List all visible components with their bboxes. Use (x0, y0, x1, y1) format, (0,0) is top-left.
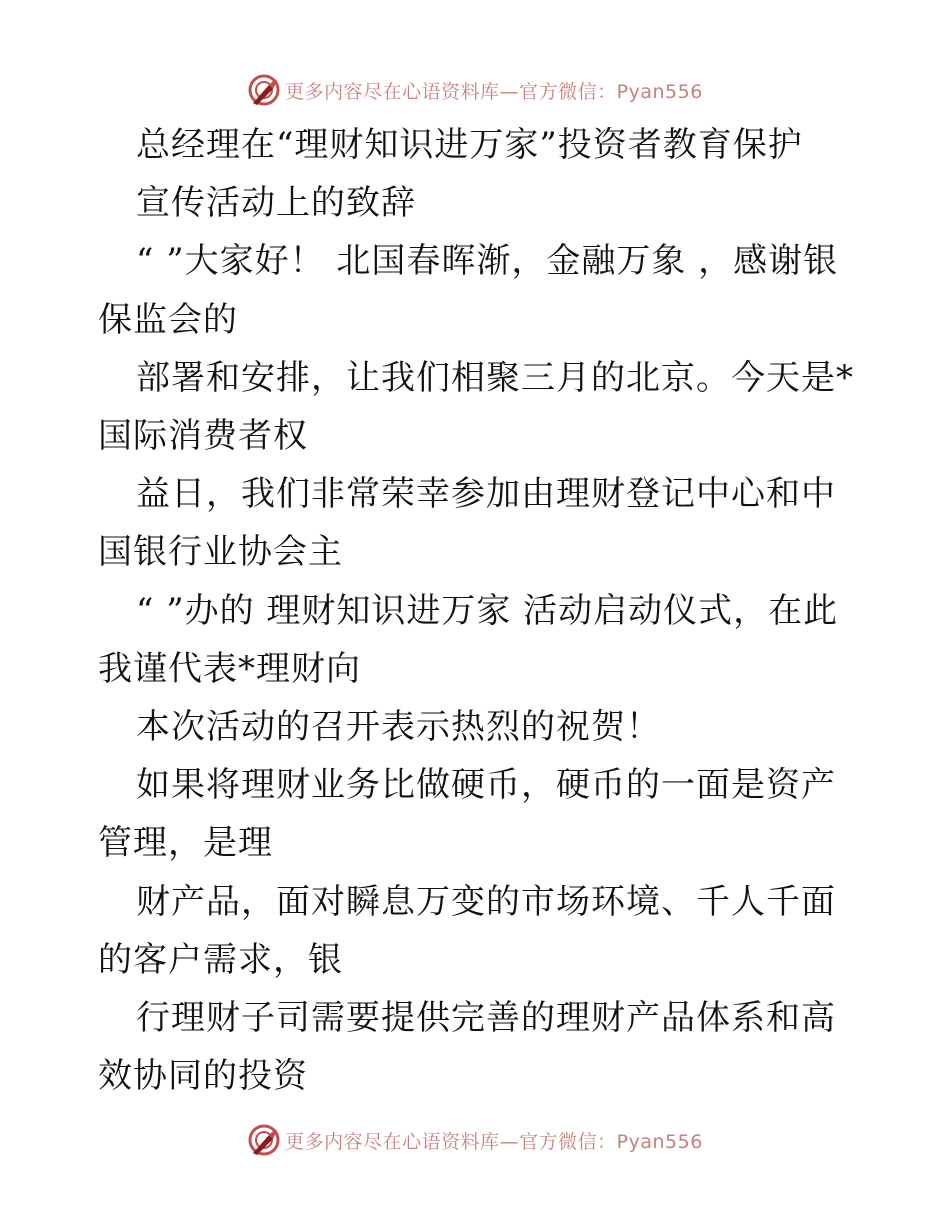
footer-banner-text: 更多内容尽在心语资料库—官方微信：Pyan556 (285, 1130, 703, 1153)
paragraph: 部署和安排，让我们相聚三月的北京。今天是*国际消费者权 (98, 357, 854, 457)
pen-logo-icon (247, 73, 281, 107)
paragraph: 本次活动的召开表示热烈的祝贺！ (136, 707, 661, 748)
paragraph: 行理财子司需要提供完善的理财产品体系和高效协同的投资 (98, 998, 836, 1097)
document-body (98, 116, 858, 1105)
paragraph: 益日，我们非常荣幸参加由理财登记中心和中国银行业协会主 (98, 474, 836, 573)
header-banner (0, 70, 950, 110)
footer-banner (0, 1120, 950, 1160)
paragraph: 宣传活动上的致辞 (136, 183, 416, 224)
paragraph: 财产品，面对瞬息万变的市场环境、千人千面的客户需求，银 (98, 881, 836, 980)
paragraph: 如果将理财业务比做硬币，硬币的一面是资产管理，是理 (98, 765, 836, 864)
header-banner-text: 更多内容尽在心语资料库—官方微信：Pyan556 (285, 80, 703, 103)
pen-logo-icon (247, 1123, 281, 1157)
paragraph: 总经理在“理财知识进万家”投资者教育保护 (136, 125, 803, 165)
paragraph: “ ”大家好！ 北国春晖渐，金融万象 ，感谢银保监会的 (98, 241, 839, 340)
paragraph: “ ”办的 理财知识进万家 活动启动仪式，在此我谨代表*理财向 (98, 590, 839, 689)
